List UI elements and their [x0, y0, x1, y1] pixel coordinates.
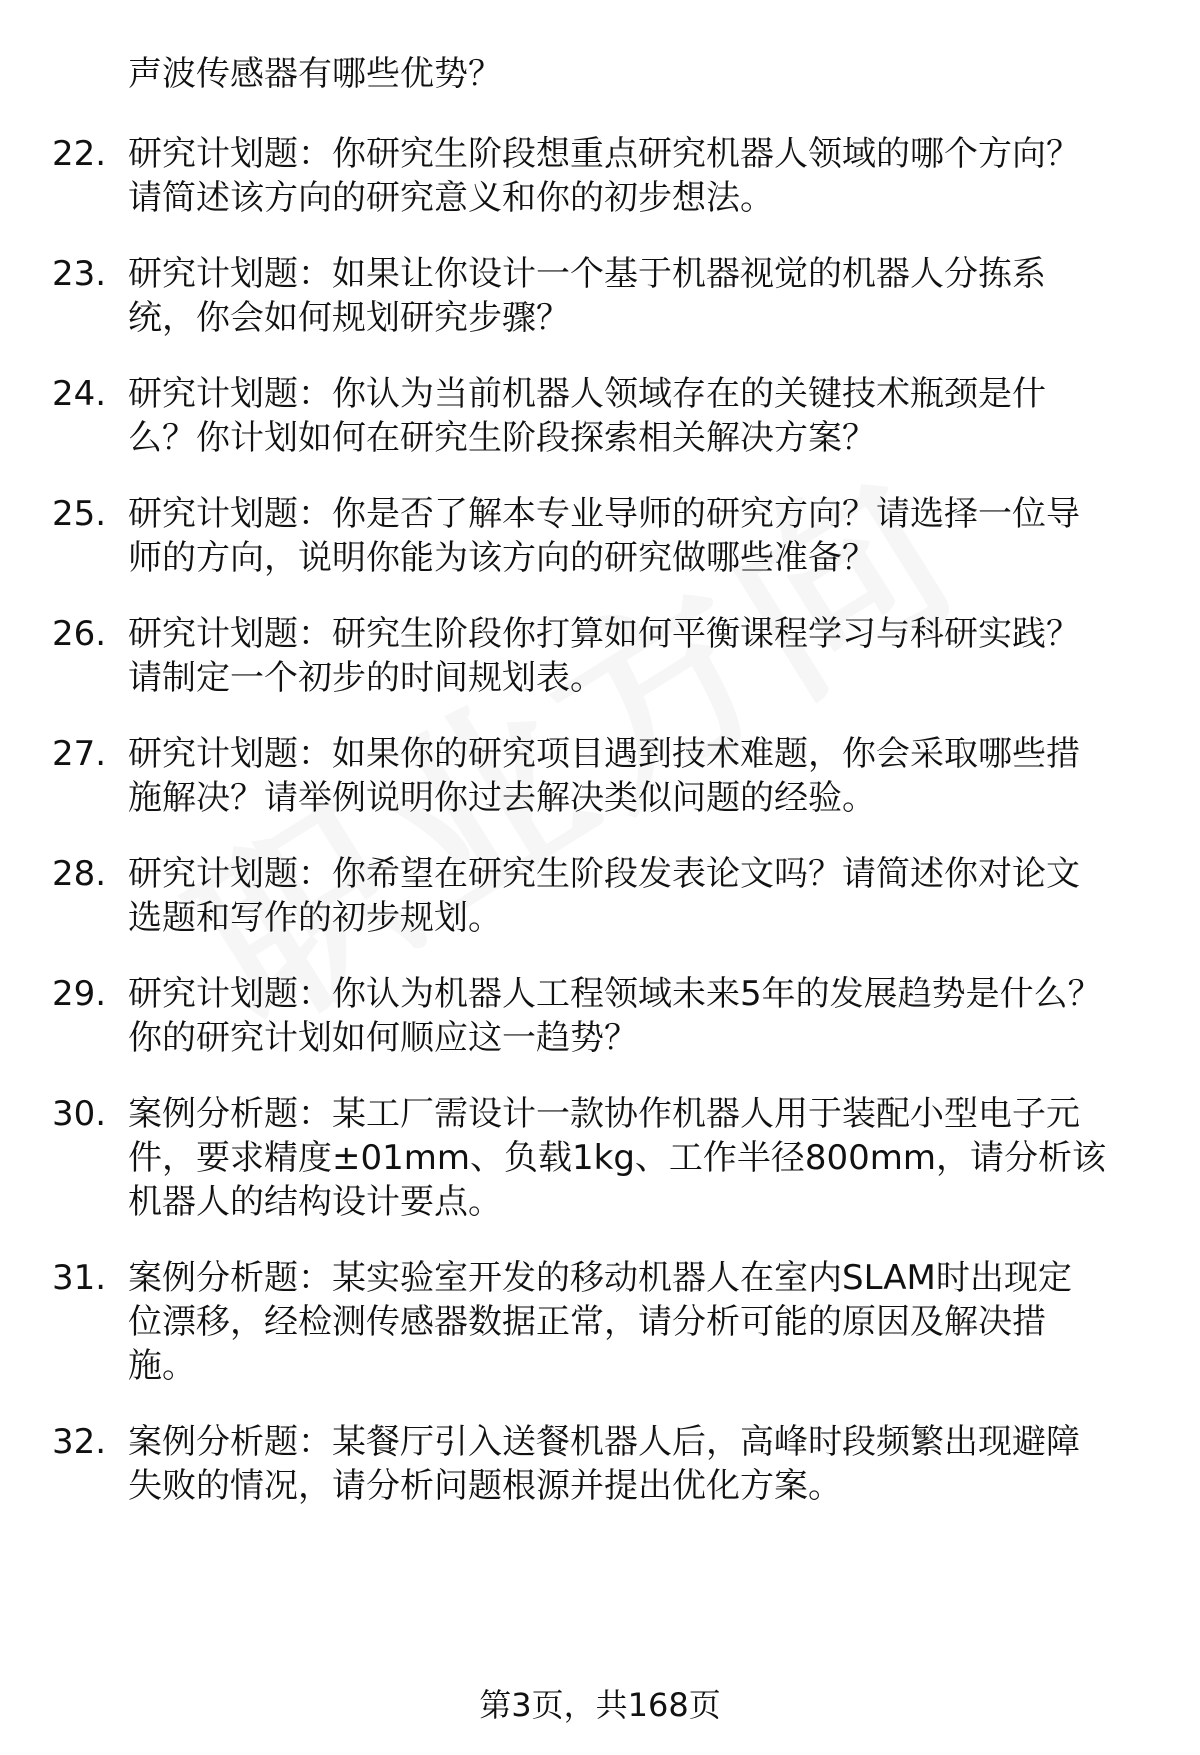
item-line: 请制定一个初步的时间规划表。 [128, 658, 604, 698]
item-line: 案例分析题：某工厂需设计一款协作机器人用于装配小型电子元 [128, 1094, 1080, 1134]
item-line: 研究计划题：如果你的研究项目遇到技术难题，你会采取哪些措 [128, 734, 1080, 774]
item-number: 24. [52, 374, 107, 414]
continuation-line: 声波传感器有哪些优势？ [128, 54, 502, 94]
item-number: 23. [52, 254, 107, 294]
item-number: 30. [52, 1094, 107, 1134]
item-line: 师的方向，说明你能为该方向的研究做哪些准备？ [128, 538, 876, 578]
item-line: 统，你会如何规划研究步骤？ [128, 298, 570, 338]
item-line: 研究计划题：如果让你设计一个基于机器视觉的机器人分拣系 [128, 254, 1046, 294]
item-number: 22. [52, 134, 107, 174]
item-line: 研究计划题：你认为当前机器人领域存在的关键技术瓶颈是什 [128, 374, 1046, 414]
item-line: 施解决？请举例说明你过去解决类似问题的经验。 [128, 778, 876, 818]
page-footer: 第3页，共168页 [479, 1686, 721, 1724]
item-number: 26. [52, 614, 107, 654]
item-line: 案例分析题：某餐厅引入送餐机器人后，高峰时段频繁出现避障 [128, 1422, 1080, 1462]
item-line: 请简述该方向的研究意义和你的初步想法。 [128, 178, 774, 218]
item-number: 25. [52, 494, 107, 534]
item-line: 研究计划题：研究生阶段你打算如何平衡课程学习与科研实践？ [128, 614, 1080, 654]
item-line: 失败的情况，请分析问题根源并提出优化方案。 [128, 1466, 842, 1506]
item-line: 研究计划题：你希望在研究生阶段发表论文吗？请简述你对论文 [128, 854, 1080, 894]
item-line: 研究计划题：你认为机器人工程领域未来5年的发展趋势是什么？ [128, 974, 1102, 1014]
item-line: 研究计划题：你是否了解本专业导师的研究方向？请选择一位导 [128, 494, 1080, 534]
item-line: 机器人的结构设计要点。 [128, 1182, 502, 1222]
item-line: 你的研究计划如何顺应这一趋势？ [128, 1018, 638, 1058]
item-line: 么？你计划如何在研究生阶段探索相关解决方案？ [128, 418, 876, 458]
item-number: 28. [52, 854, 107, 894]
item-line: 施。 [128, 1346, 196, 1386]
item-line: 件，要求精度±01mm、负载1kg、工作半径800mm，请分析该 [128, 1138, 1107, 1178]
item-number: 31. [52, 1258, 107, 1298]
item-number: 29. [52, 974, 107, 1014]
item-number: 27. [52, 734, 107, 774]
item-line: 位漂移，经检测传感器数据正常，请分析可能的原因及解决措 [128, 1302, 1046, 1342]
item-line: 案例分析题：某实验室开发的移动机器人在室内SLAM时出现定 [128, 1258, 1072, 1298]
item-number: 32. [52, 1422, 107, 1462]
item-line: 研究计划题：你研究生阶段想重点研究机器人领域的哪个方向？ [128, 134, 1080, 174]
item-line: 选题和写作的初步规划。 [128, 898, 502, 938]
